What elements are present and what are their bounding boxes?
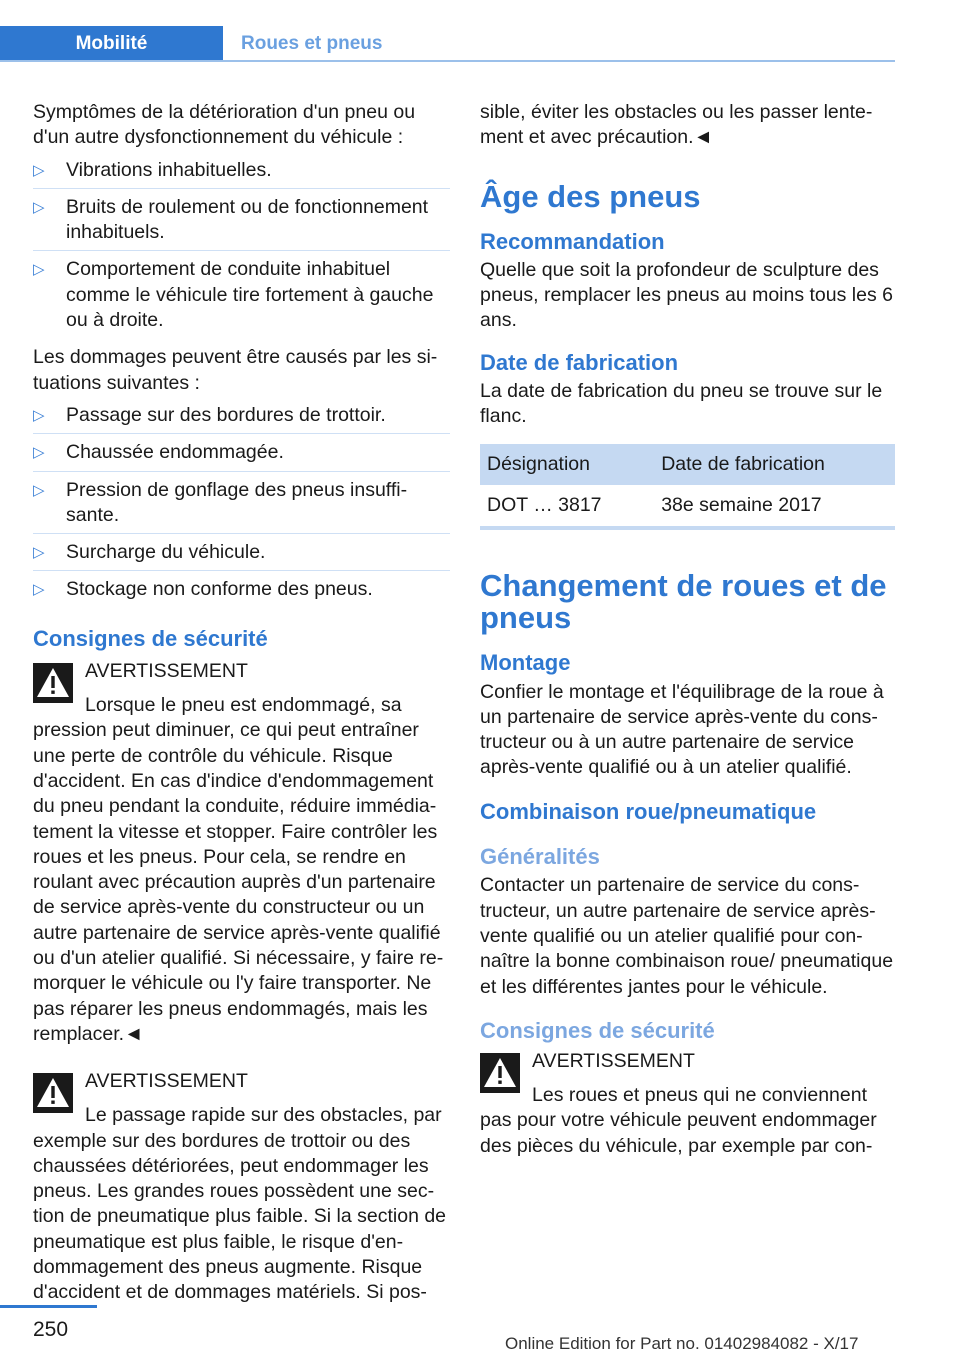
right-column [480, 100, 895, 1166]
recommendation-text: Quelle que soit la profondeur de sculpture des pneus, remplacer les pneus au moins tous les 6 ans. [480, 258, 893, 332]
causes-list [33, 403, 450, 608]
symptoms-list [33, 158, 450, 339]
subheading-date: Date de fabrication [480, 349, 679, 375]
header-tabs [0, 26, 895, 62]
triangle-bullet-icon: ▷ [33, 161, 45, 179]
tab-mobilite[interactable]: Mobilité [0, 26, 223, 62]
subheading-combination: Combinaison roue/pneumatique [480, 798, 817, 824]
header-divider [0, 60, 895, 62]
warning-block-2 [33, 1069, 450, 1305]
tab-roues-et-pneus[interactable]: Roues et pneus [241, 33, 383, 54]
warning-title: AVERTISSEMENT [532, 1050, 695, 1073]
left-column [33, 100, 450, 1313]
triangle-bullet-icon: ▷ [33, 444, 45, 462]
subheading-recommandation: Recommandation [480, 228, 665, 254]
list-item: ▷ Vibrations inhabituelles. [33, 158, 450, 189]
date-text: La date de fabrication du pneu se trouve sur le flanc. [480, 380, 883, 428]
warning-text: Le passage rapide sur des obstacles, par exemple sur des bordures de trottoir ou des chaussées détériorées, peut endommager les pneus. Les grandes roues possèdent une sec-tion de pneumatique plus faible. Si la section de pneumatique est plus faible, le risque d'en-dommagement des pneus augmente. Risque d'accident et de dommages matériels. Si pos- [33, 1104, 447, 1304]
symptoms-intro: Symptômes de la détérioration d'un pneu ou d'un autre dysfonctionnement du véhicule : [33, 101, 416, 149]
list-item: ▷ Chaussée endommagée. [33, 440, 450, 471]
triangle-bullet-icon: ▷ [33, 198, 45, 216]
safety-heading: Consignes de sécurité [33, 625, 268, 651]
subheading-generalites: Généralités [480, 844, 600, 870]
warning-text: Les roues et pneus qui ne conviennent pas pour votre véhicule peuvent endommager des pièces du véhicule, par exemple par con- [480, 1084, 877, 1157]
warning-block-1 [33, 659, 450, 1047]
general-text: Contacter un partenaire de service du cons-tructeur, un autre partenaire de service après-vente qualifié ou un atelier qualifié pour con-naître la bonne combinaison roue/ pneumatique et les différentes jantes pour le véhicule. [480, 874, 894, 998]
warning-block-3 [480, 1049, 895, 1159]
montage-text: Confier le montage et l'équilibrage de la roue à un partenaire de service après-vente du cons-tructeur ou à un autre partenaire de service après-vente qualifié ou à un atelier qualifié. [480, 680, 884, 779]
list-item: ▷ Bruits de roulement ou de fonctionnement inhabituels. [33, 195, 450, 252]
fabrication-table [480, 444, 895, 531]
triangle-bullet-icon: ▷ [33, 261, 45, 279]
triangle-bullet-icon: ▷ [33, 544, 45, 562]
triangle-bullet-icon: ▷ [33, 581, 45, 599]
causes-intro: Les dommages peuvent être causés par les si-tuations suivantes : [33, 346, 438, 394]
table-row [480, 485, 895, 528]
warning-triangle-icon [33, 663, 73, 703]
footer-divider [0, 1305, 97, 1308]
section-heading-change: Changement de roues et de pneus [480, 568, 887, 636]
list-item: ▷ Comportement de conduite inhabituel comme le véhicule tire fortement à gauche ou à droite. [33, 258, 434, 332]
warning-text: Lorsque le pneu est endommagé, sa pression peut diminuer, ce qui peut entraîner une perte de contrôle du véhicule. Risque d'accident. En cas d'indice d'endommagement du pneu pendant la conduite, réduire immédia-tement la vitesse et stopper. Faire contrôler les roues et les pneus. Pour cela, se rendre en roulant avec précaution auprès d'un partenaire de service après-vente du constructeur ou un autre partenaire de service après-vente qualifié ou d'un atelier qualifié. Si nécessaire, y faire re-morquer le véhicule ou l'y faire transporter. Ne pas réparer les pneus endommagés, mais les remplacer.◄ [33, 694, 444, 1045]
section-heading-age: Âge des pneus [480, 178, 701, 214]
table-header: Date de fabrication [654, 444, 895, 485]
table-header: Désignation [480, 444, 654, 485]
page-number: 250 [33, 1318, 69, 1341]
warning-title: AVERTISSEMENT [85, 1070, 248, 1093]
triangle-bullet-icon: ▷ [33, 481, 45, 499]
list-item: ▷ Surcharge du véhicule. [33, 540, 450, 571]
subheading-montage: Montage [480, 650, 571, 676]
triangle-bullet-icon: ▷ [33, 406, 45, 424]
warning-triangle-icon [480, 1053, 520, 1093]
edition-note: Online Edition for Part no. 01402984082 - X/17 [505, 1334, 859, 1353]
continued-text: sible, éviter les obstacles ou les passer lente-ment et avec précaution.◄ [480, 101, 873, 149]
table-cell: 38e semaine 2017 [654, 485, 895, 528]
subheading-safety: Consignes de sécurité [480, 1017, 715, 1043]
warning-triangle-icon [33, 1073, 73, 1113]
warning-title: AVERTISSEMENT [85, 660, 248, 683]
list-item: ▷ Pression de gonflage des pneus insuffi-sante. [33, 478, 450, 535]
table-cell: DOT … 3817 [480, 485, 654, 528]
list-item: ▷ Stockage non conforme des pneus. [33, 577, 450, 607]
list-item: ▷ Passage sur des bordures de trottoir. [33, 403, 450, 434]
